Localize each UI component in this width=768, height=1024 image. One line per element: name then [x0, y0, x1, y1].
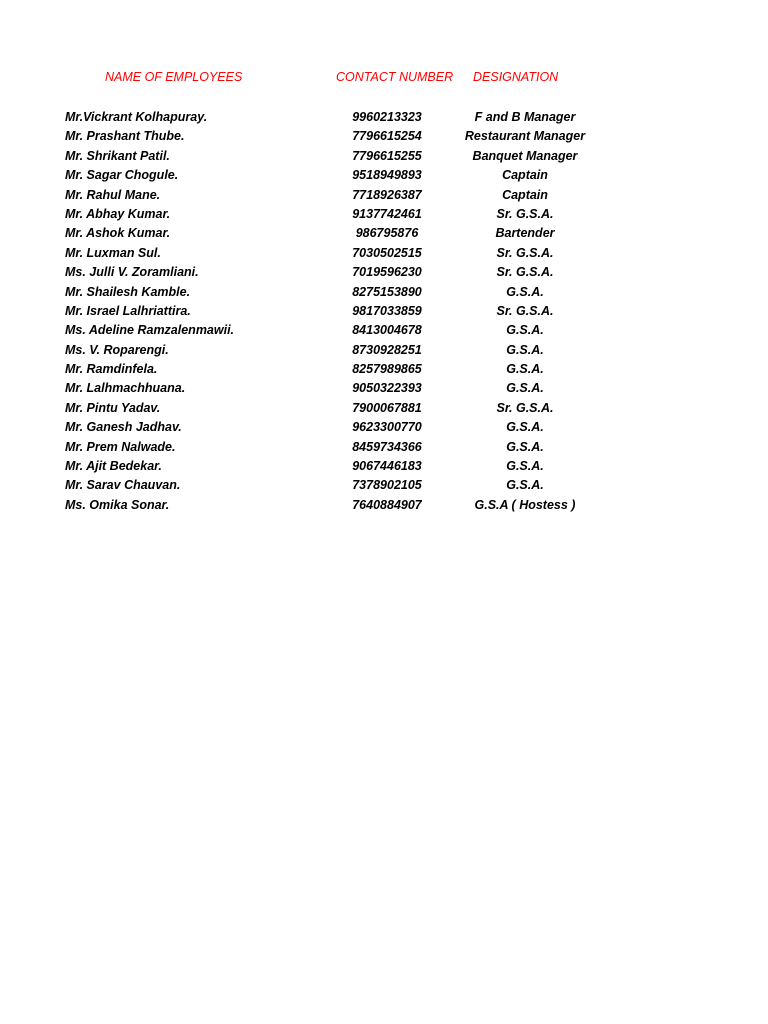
contact-number: 9623300770 — [352, 420, 422, 435]
table-row — [0, 246, 768, 265]
table-row — [0, 129, 768, 148]
employee-name: Mr. Ramdinfela. — [65, 362, 158, 377]
designation: Sr. G.S.A. — [496, 206, 554, 221]
employee-name: Ms. Omika Sonar. — [65, 497, 170, 512]
contact-number: 9817033859 — [352, 303, 422, 318]
contact-number: 9067446183 — [352, 459, 422, 474]
designation: G.S.A. — [506, 478, 544, 493]
employee-name: Mr.Vickrant Kolhapuray. — [65, 110, 208, 124]
designation: Sr. G.S.A. — [496, 303, 554, 318]
table-row — [0, 304, 768, 323]
employee-name: Mr. Ashok Kumar. — [65, 226, 171, 241]
header-designation: DESIGNATION — [473, 70, 559, 84]
contact-number: 9050322393 — [352, 381, 422, 396]
contact-number: 8257989865 — [352, 362, 422, 377]
contact-number: 7030502515 — [352, 245, 422, 260]
table-row — [0, 110, 768, 129]
contact-number: 8459734366 — [352, 439, 422, 454]
table-row — [0, 401, 768, 420]
employee-name: Mr. Ajit Bedekar. — [65, 459, 162, 474]
table-row — [0, 440, 768, 459]
designation: Captain — [502, 168, 548, 183]
table-row — [0, 498, 768, 517]
designation: F and B Manager — [474, 110, 576, 124]
designation: Captain — [502, 187, 548, 202]
table-row — [0, 478, 768, 497]
employee-name: Ms. Julli V. Zoramliani. — [65, 265, 199, 280]
contact-number: 8413004678 — [352, 323, 422, 338]
employee-name: Mr. Prashant Thube. — [65, 129, 185, 144]
designation: G.S.A. — [506, 381, 544, 396]
designation: G.S.A. — [506, 420, 544, 435]
contact-number: 7796615255 — [352, 148, 422, 163]
contact-number: 9518949893 — [352, 168, 422, 183]
table-header — [0, 70, 768, 88]
designation: G.S.A ( Hostess ) — [474, 497, 576, 512]
employee-name: Mr. Shailesh Kamble. — [65, 284, 191, 299]
contact-number: 7378902105 — [352, 478, 422, 493]
designation: G.S.A. — [506, 323, 544, 338]
employee-name: Mr. Israel Lalhriattira. — [65, 303, 191, 318]
employee-name: Ms. V. Roparengi. — [65, 342, 169, 357]
designation: G.S.A. — [506, 342, 544, 357]
employee-name: Mr. Prem Nalwade. — [65, 439, 176, 454]
employee-name: Mr. Ganesh Jadhav. — [65, 420, 182, 435]
designation: Bartender — [495, 226, 555, 241]
table-row — [0, 149, 768, 168]
designation: Sr. G.S.A. — [496, 245, 554, 260]
table-row — [0, 207, 768, 226]
designation: G.S.A. — [506, 362, 544, 377]
contact-number: 7900067881 — [352, 400, 422, 415]
table-row — [0, 420, 768, 439]
contact-number: 7019596230 — [352, 265, 422, 280]
employee-name: Mr. Sarav Chauvan. — [65, 478, 181, 493]
contact-number: 986795876 — [355, 226, 419, 241]
designation: Sr. G.S.A. — [496, 265, 554, 280]
header-name-of-employees: NAME OF EMPLOYEES — [105, 70, 243, 84]
contact-number: 8275153890 — [352, 284, 422, 299]
designation: Sr. G.S.A. — [496, 400, 554, 415]
table-row — [0, 323, 768, 342]
contact-number: 7796615254 — [352, 129, 422, 144]
employee-name: Mr. Rahul Mane. — [65, 187, 161, 202]
contact-number: 9137742461 — [352, 206, 422, 221]
table-row — [0, 459, 768, 478]
contact-number: 8730928251 — [352, 342, 422, 357]
employee-name: Mr. Abhay Kumar. — [65, 206, 171, 221]
table-row — [0, 362, 768, 381]
table-row — [0, 343, 768, 362]
designation: G.S.A. — [506, 284, 544, 299]
employee-name: Mr. Pintu Yadav. — [65, 400, 161, 415]
table-row — [0, 381, 768, 400]
contact-number: 7718926387 — [352, 187, 422, 202]
table-row — [0, 285, 768, 304]
employee-name: Mr. Lalhmachhuana. — [65, 381, 186, 396]
employee-name: Mr. Sagar Chogule. — [65, 168, 179, 183]
employee-name: Mr. Luxman Sul. — [65, 245, 161, 260]
designation: G.S.A. — [506, 459, 544, 474]
table-row — [0, 265, 768, 284]
table-row — [0, 168, 768, 187]
contact-number: 7640884907 — [352, 497, 422, 512]
designation: Banquet Manager — [472, 148, 578, 163]
designation: G.S.A. — [506, 439, 544, 454]
table-row — [0, 188, 768, 207]
contact-number: 9960213323 — [352, 110, 422, 124]
employee-name: Ms. Adeline Ramzalenmawii. — [65, 323, 235, 338]
designation: Restaurant Manager — [464, 129, 586, 144]
employee-table — [0, 110, 768, 517]
employee-name: Mr. Shrikant Patil. — [65, 148, 170, 163]
table-row — [0, 226, 768, 245]
header-contact-number: CONTACT NUMBER — [336, 70, 454, 84]
